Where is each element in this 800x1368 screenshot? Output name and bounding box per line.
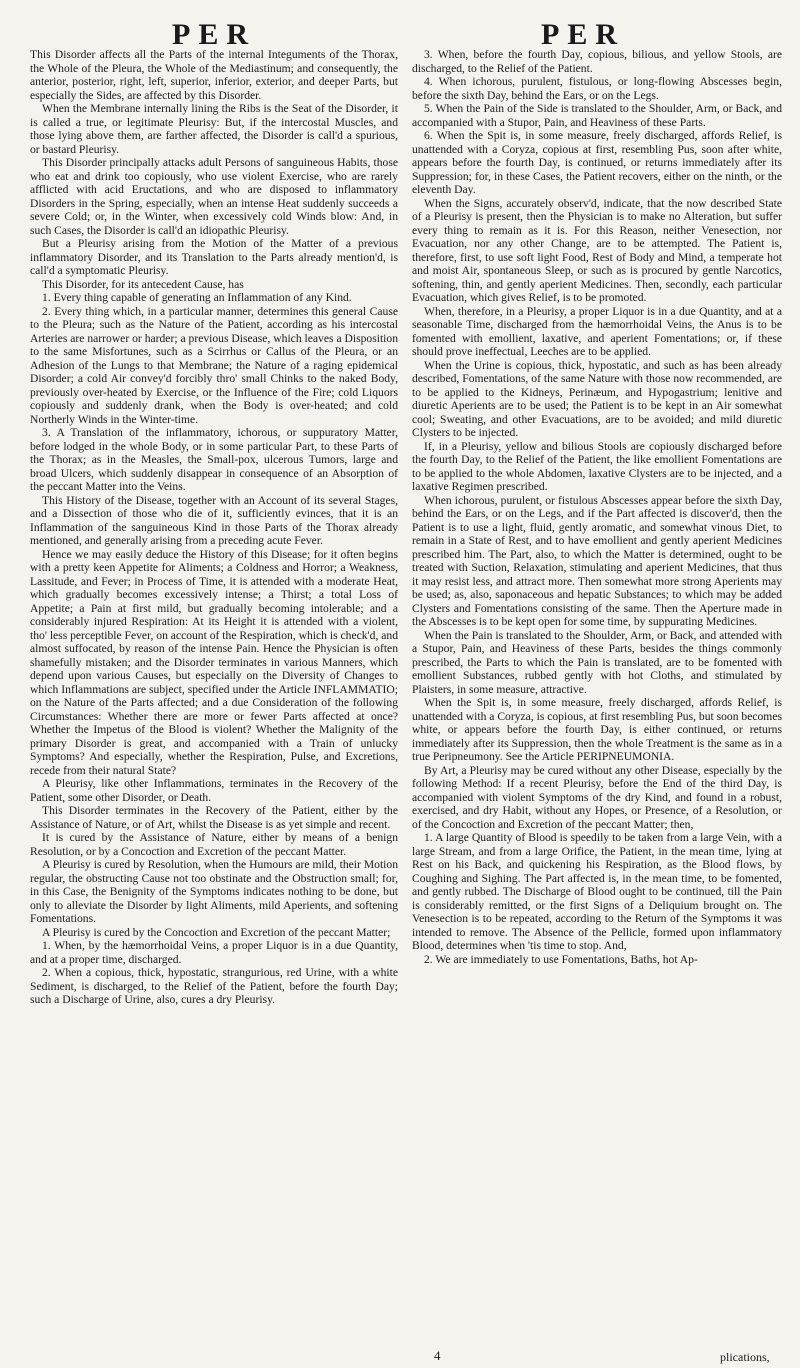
paragraph: If, in a Pleurisy, yellow and bilious Stools are copiously discharged before the fourth Day, to the Relief of the Patient, the like emollient Fomentations are to be applied to the whole Abdomen, laxative Clysters are to be injected, and a laxative Regimen prescribed. (412, 439, 782, 493)
running-head-right: PER (541, 18, 625, 51)
paragraph: By Art, a Pleurisy may be cured without any other Disease, especially by the following Method: If a recent Pleurisy, before the End of the third Day, is accompanied with violent Symptoms of the dry Kind, and found in a robust, exercised, and dry Habit, without any Hopes, or Presence, of a Resolution, or of the Concoction and Excretion of the peccant Matter; then, (412, 763, 782, 831)
paragraph: When the Signs, accurately observ'd, indicate, that the now described State of a Pleurisy is present, then the Physician is to make no Alteration, but suffer every thing to remain as it is. For this Reason, neither Venesection, nor Evacuation, nor any other Change, are to be attempted. The Patient is, therefore, first, to use soft light Food, Rest of Body and Mind, a temperate hot and moist Air, spontaneous Sleep, or such as is procured by gentle Narcotics, softening, thin, and gently aperient Medicines. Then, secondly, each particular Evacuation, which gives Relief, is to be promoted. (412, 196, 782, 304)
paragraph: 2. When a copious, thick, hypostatic, strangurious, red Urine, with a white Sediment, is discharged, to the Relief of the Patient, before the fourth Day; such a Discharge of Urine, also, cures a dry Pleurisy. (30, 966, 398, 1006)
paragraph: When the Membrane internally lining the Ribs is the Seat of the Disorder, it is called a true, or legitimate Pleurisy: But, if the intercostal Muscles, and those lying above them, are farther affected, the Disorder is call'd a spurious, or bastard Pleurisy. (30, 102, 398, 156)
paragraph: 4. When ichorous, purulent, fistulous, or long-flowing Abscesses begin, before the sixth Day, behind the Ears, or on the Legs. (412, 75, 782, 102)
paragraph: But a Pleurisy arising from the Motion of the Matter of a previous inflammatory Disorder, and its Translation to the Parts already mention'd, is call'd a symptomatic Pleurisy. (30, 237, 398, 277)
paragraph: It is cured by the Assistance of Nature, either by means of a benign Resolution, or by a Concoction and Excretion of the peccant Matter. (30, 831, 398, 858)
paragraph: When the Pain is translated to the Shoulder, Arm, or Back, and attended with a Stupor, Pain, and Heaviness of these Parts, besides the things commonly prescribed, the Parts to which the Pain is translated, are to be fomented with emollient Substances, rubbed gently with hot Cloths, and stimulated by Plaisters, in some measure, attractive. (412, 628, 782, 696)
paragraph: 1. A large Quantity of Blood is speedily to be taken from a large Vein, with a large Stream, and from a large Orifice, the Patient, in the mean time, lying at Rest on his Back, and quickening his Respiration, as the Blood flows, by Coughing and Sighing. The Part affected is, in the mean time, to be fomented, and gently rubbed. The Discharge of Blood ought to be continued, till the Pain is considerably remitted, or the first Signs of a Deliquium brought on. The Venesection is to be repeated, according to the Return of the Symptoms it was intended to remove. The Absence of the Pellicle, formed upon inflammatory Blood, determines when 'tis time to stop. And, (412, 831, 782, 952)
paragraph: 1. Every thing capable of generating an Inflammation of any Kind. (42, 291, 352, 304)
paragraph: When the Spit is, in some measure, freely discharged, affords Relief, is unattended with a Coryza, is copious, at first resembling Pus, but soon becomes white, or appears before the fourth Day, is either continued, or returns immediately after its Suppression, then the whole Treatment is the same as in a true Peripneumony. See the Article PERIPNEUMONIA. (412, 696, 782, 763)
paragraph: When the Urine is copious, thick, hypostatic, and such as has been already described, Fomentations, of the same Nature with those now recommended, are to be applied to the Kidneys, Perinæum, and Hypogastrium; lenitive and diuretic Aperients are to be used; the Patient is to be kept in an Air somewhat cool; Sweating, and other Evacuations, are to be avoided; and mild diuretic Clysters to be injected. (412, 358, 782, 439)
column-gutter (401, 50, 402, 1340)
paragraph: This Disorder, for its antecedent Cause, has (42, 277, 244, 291)
paragraph: A Pleurisy is cured by Resolution, when the Humours are mild, their Motion regular, the obstructing Cause not too obstinate and the Obstruction small; for, in this Case, the Benignity of the Symptoms indicates nothing to be done, but only to alleviate the Disorder by light Aliments, mild Aperients, and softening Fomentations. (30, 858, 398, 925)
signature-mark: 4 (434, 1348, 441, 1363)
paragraph: This History of the Disease, together with an Account of its several Stages, and a Dissection of those who die of it, sufficiently evinces, that it is an Inflammation of the sanguineous Kind in those Parts of the Thorax already mentioned, and generally arising from a preceding acute Fever. (30, 493, 398, 547)
paragraph: This Disorder principally attacks adult Persons of sanguineous Habits, those who eat and drink too copiously, who use violent Exercise, who are rarely afflicted with acid Eructations, and who are disposed to inflammatory Disorders in the Spring, especially, when an intense Heat suddenly succeeds a severe Cold; or, in the Winter, when excessively cold Winds blow: And, in such Cases, the Disorder is call'd an idiopathic Pleurisy. (30, 156, 398, 237)
paragraph: 3. A Translation of the inflammatory, ichorous, or suppuratory Matter, before lodged in the whole Body, or in some particular Part, to these Parts of the Thorax; as in the Measles, the Small-pox, ulcerous Tumors, large and broad Ulcers, which suddenly disappear in consequence of an Absorption of the peccant Matter into the Veins. (30, 426, 398, 493)
paragraph: 1. When, by the hæmorrhoidal Veins, a proper Liquor is in a due Quantity, and at a proper time, discharged. (30, 939, 398, 966)
right-column (412, 48, 782, 966)
paragraph: Hence we may easily deduce the History of this Disease; for it often begins with a pretty keen Appetite for Aliments; a Coldness and Horror; a Weakness, Lassitude, and Fever; in Process of Time, it is attended with a moderate Heat, which gradually becomes excessively intense; a Thirst; a total Loss of Appetite; a Pain at first mild, but gradually becoming intolerable; and a considerably injured Respiration: At its Height it is attended with a violent, tho' less perceptible Fever, on account of the Respiration, which is check'd, and almost suffocated, by reason of the intense Pain. Hence the Physician is often shamefully mistaken; and the Disorder terminates in various Manners, which depend upon various Causes, but especially on the Diversity of Changes to which Inflammations are subject, specified under the Article INFLAMMATIO; on the Nature of the Parts affected; and a due Consideration of the following Circumstances: Whether there are more or fewer Parts affected at once? Whether the Impetus of the Blood is violent? Whether the Malignity of the primary Disorder is great, and accompanied with a Train of unlucky Symptoms? And especially, whether the Respiration, Pulse, and Excretions, recede from their natural State? (30, 547, 398, 777)
paragraph: When ichorous, purulent, or fistulous Abscesses appear before the sixth Day, behind the Ears, or on the Legs, and if the Part affected is discover'd, then the Patient is to use a light, fluid, gently aromatic, and somewhat vinous Diet, to remain in a State of Rest, and to have emollient and gently aperient Medicines prescribed him. The Part, also, to which the Matter is determined, ought to be treated with Suction, Relaxation, stimulating and aperient Medicines, that thus it may resist less, and attract more. Then somewhat more strong Aperients may be used; as, also, saponaceous and hepatic Substances; to which may be added Clysters and Fomentations consisting of the same. Then the Aperture made in the Abscesses is to be kept open for some time, by suppurating Medicines. (412, 493, 782, 628)
paragraph: 5. When the Pain of the Side is translated to the Shoulder, Arm, or Back, and accompanied with a Stupor, Pain, and Heaviness of these Parts. (412, 102, 782, 129)
paragraph: A Pleurisy, like other Inflammations, terminates in the Recovery of the Patient, some other Disorder, or Death. (30, 777, 398, 804)
running-head-left: PER (172, 18, 256, 51)
paragraph: 2. We are immediately to use Fomentations, Baths, hot Ap- (424, 952, 698, 966)
paragraph: 3. When, before the fourth Day, copious, bilious, and yellow Stools, are discharged, to the Relief of the Patient. (412, 48, 782, 75)
paragraph: This Disorder terminates in the Recovery of the Patient, either by the Assistance of Nature, or of Art, whilst the Disease is as yet simple and recent. (30, 804, 398, 831)
paragraph: 2. Every thing which, in a particular manner, determines this general Cause to the Pleura; such as the Nature of the Patient, according as his intercostal Arteries are narrower or harder; a previous Disease, which leaves a Disposition to the same Misfortunes, such as a Scirrhus or Callus of the Pleura, or an Adhesion of the Lungs to that Membrane; the Nature of a raging epidemical Disorder; a cold Air convey'd forcibly thro' small Chinks to the naked Body, previously over-heated by Exercise, or the Influence of the Fire; cold Liquors copiously and suddenly drank, when the Body is over-heated; and cold Northerly Winds in the Winter-time. (30, 304, 398, 426)
left-column (30, 48, 398, 1007)
paragraph: When, therefore, in a Pleurisy, a proper Liquor is in a due Quantity, and at a seasonable Time, discharged from the hæmorrhoidal Veins, the Anus is to be fomented with emollient, laxative, and aperient Fomentations; or, if these should prove ineffectual, Leeches are to be applied. (412, 304, 782, 358)
paragraph: A Pleurisy is cured by the Concoction and Excretion of the peccant Matter; (42, 925, 391, 939)
catchword: plications, (720, 1350, 770, 1364)
paragraph: This Disorder affects all the Parts of the internal Integuments of the Thorax, the Whole of the Pleura, the Whole of the Mediastinum; and consequently, the anterior, posterior, right, left, superior, inferior, exterior, and deeper Parts, but especially the Sides, are affected by this Disorder. (30, 48, 398, 102)
paragraph: 6. When the Spit is, in some measure, freely discharged, affords Relief, is unattended with a Coryza, copious at first, resembling Pus, soon after white, appears before the fourth Day, is continued, or returns immediately after its Suppression; for, in these Cases, the Patient recovers, either on the ninth, or the eleventh Day. (412, 129, 782, 196)
